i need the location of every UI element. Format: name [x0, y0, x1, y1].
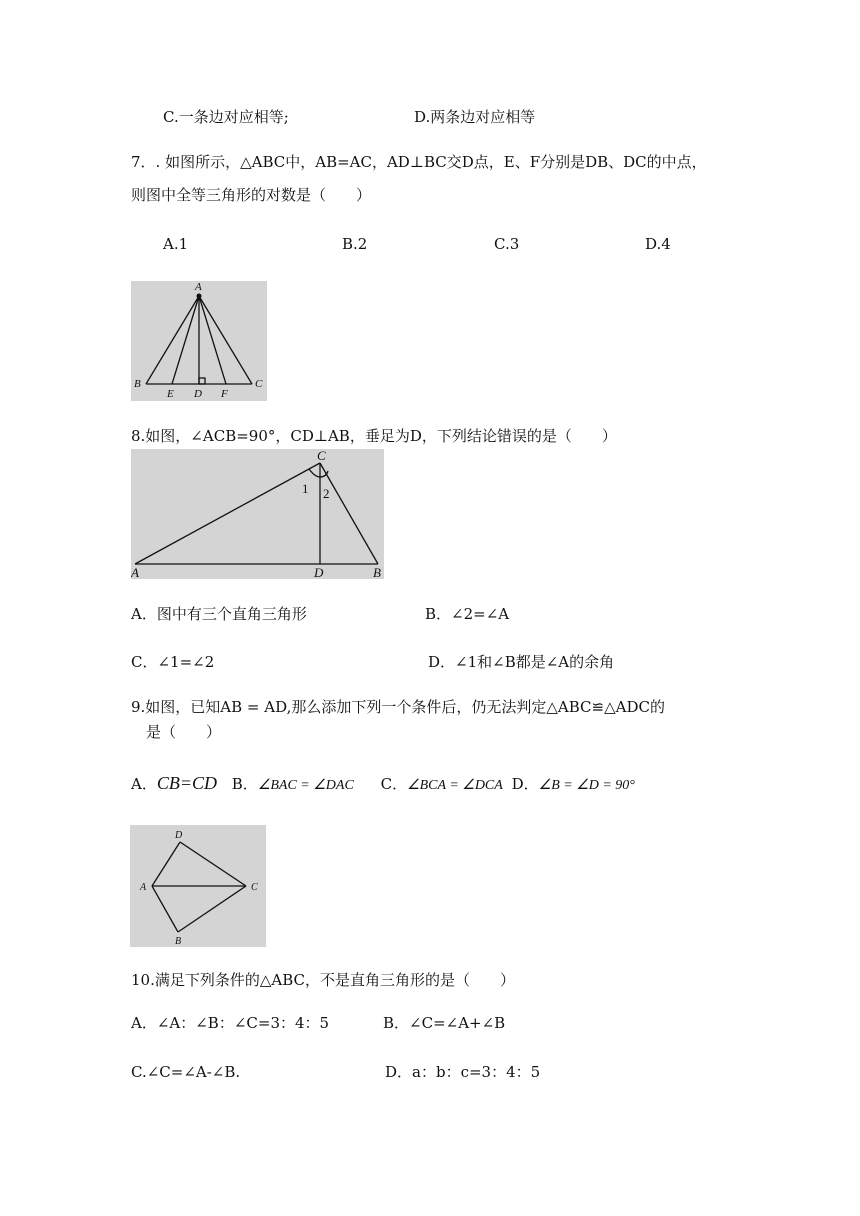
q7-vertex-a-dot	[197, 294, 202, 299]
q9-figure	[130, 825, 266, 947]
q10-option-d: D．a：b：c=3：4：5	[385, 1063, 541, 1081]
q9-options-row	[131, 773, 635, 796]
q9-label-d: D	[175, 830, 183, 841]
q10-option-c: C.∠C=∠A-∠B.	[131, 1063, 241, 1081]
q9-stem-line1: 9.如图，已知AB = AD,那么添加下列一个条件后，仍无法判定△ABC≌△ADC的	[131, 698, 665, 716]
q7-number: 7．.	[131, 153, 161, 171]
q8-angle1-label: 1	[302, 481, 309, 496]
q9-option-d-label: D．	[511, 775, 539, 793]
q8-label-c: C	[317, 449, 326, 463]
q9-option-b-label: B．	[231, 775, 258, 793]
q7-line-ab	[146, 296, 199, 384]
q9-option-b: ∠BAC = ∠DAC	[257, 778, 354, 793]
q8-option-c: C．∠1=∠2	[131, 653, 215, 671]
q7-figure	[131, 281, 267, 401]
q8-line-ac	[135, 463, 320, 564]
q9-line-ab	[152, 886, 178, 932]
q7-right-angle-mark	[199, 378, 205, 384]
q7-line-ac	[199, 296, 252, 384]
q9-label-a: A	[140, 882, 147, 893]
q9-quadrilateral-diagram	[130, 825, 266, 947]
q9-option-a-label: A．	[131, 775, 157, 793]
q9-line-dc	[180, 842, 246, 886]
q7-label-e: E	[167, 388, 174, 400]
q8-figure	[131, 449, 384, 579]
q9-option-d: ∠B = ∠D = 90°	[538, 778, 635, 793]
q9-label-b: B	[175, 936, 182, 947]
q8-angle1-arc	[309, 469, 320, 477]
q10-option-a: A．∠A：∠B：∠C=3：4：5	[131, 1014, 330, 1032]
q8-label-b: B	[373, 565, 381, 579]
q7-stem-text: 如图所示，△ABC中，AB=AC，AD⊥BC交D点，E、F分别是DB、DC的中点，	[165, 153, 707, 171]
q8-option-d: D．∠1和∠B都是∠A的余角	[428, 653, 615, 671]
q7-option-b: B.2	[342, 235, 368, 253]
q7-line-ae	[172, 296, 199, 384]
q8-angle2-label: 2	[323, 486, 330, 501]
q7-triangle-diagram	[131, 281, 267, 401]
q9-option-c-label: C．	[380, 775, 408, 793]
q9-option-a: CB=CD	[156, 773, 217, 793]
q7-option-a: A.1	[163, 235, 189, 253]
q8-label-a: A	[131, 565, 139, 579]
q7-stem-line1	[131, 152, 707, 172]
q7-stem-line2: 则图中全等三角形的对数是（ ）	[131, 186, 372, 204]
q8-label-d: D	[314, 565, 324, 579]
q8-stem: 8.如图，∠ACB=90°，CD⊥AB，垂足为D，下列结论错误的是（ ）	[131, 427, 617, 445]
q6-option-c: C.一条边对应相等;	[163, 108, 289, 126]
q8-line-cb	[320, 463, 378, 564]
q9-option-c: ∠BCA = ∠DCA	[407, 778, 503, 793]
q7-label-b: B	[134, 378, 141, 390]
q10-option-b: B．∠C=∠A+∠B	[383, 1014, 506, 1032]
q7-label-d: D	[194, 388, 202, 400]
q9-label-c: C	[251, 882, 258, 893]
q7-label-a: A	[195, 281, 202, 293]
q8-triangle-diagram	[131, 449, 384, 579]
q7-option-d: D.4	[645, 235, 671, 253]
q10-stem: 10.满足下列条件的△ABC，不是直角三角形的是（ ）	[131, 971, 516, 989]
q9-stem-line2: 是（ ）	[146, 723, 222, 741]
q7-option-c: C.3	[494, 235, 520, 253]
q7-line-af	[199, 296, 226, 384]
q7-label-f: F	[221, 388, 228, 400]
q9-line-da	[152, 842, 180, 886]
q8-option-a: A．图中有三个直角三角形	[131, 605, 307, 623]
q9-line-bc	[178, 886, 246, 932]
q6-option-d: D.两条边对应相等	[414, 108, 536, 126]
q8-option-b: B．∠2=∠A	[425, 605, 510, 623]
q7-label-c: C	[255, 378, 263, 390]
